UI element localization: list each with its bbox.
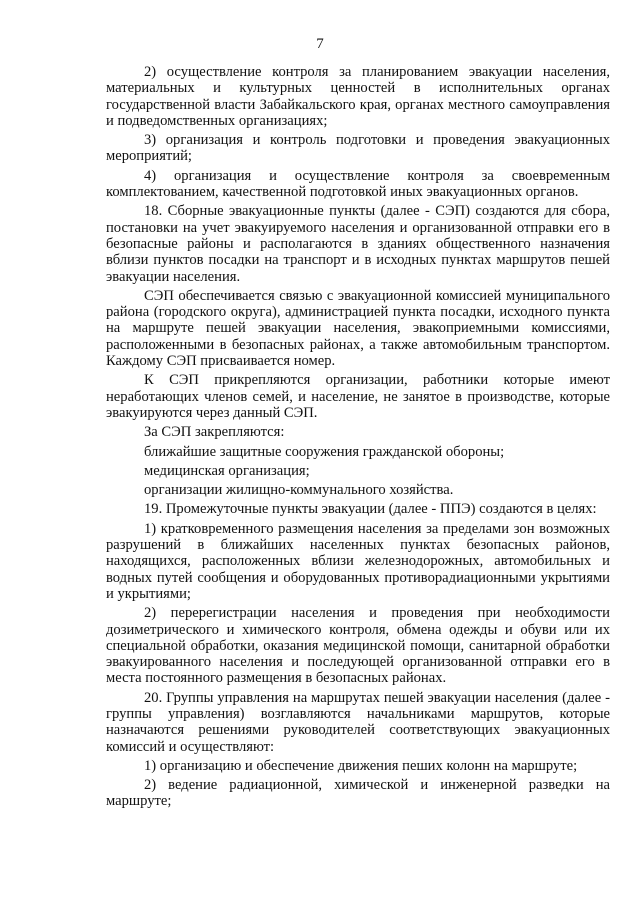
paragraph: организации жилищно-коммунального хозяйства. xyxy=(144,482,454,499)
paragraph: 2) ведение радиационной, химической и инженерной разведки на маршруте; xyxy=(106,777,610,810)
paragraph: 18. Сборные эвакуационные пункты (далее - СЭП) создаются для сбора, постановки на учет эвакуируемого населения и организованной отправки его в безопасные районы и располагаются в зданиях общественного назначения вблизи пунктов посадки на транспорт и в исходных пунктах маршрутов пешей эвакуации населения. xyxy=(106,203,610,285)
paragraph: 1) организацию и обеспечение движения пеших колонн на маршруте; xyxy=(144,757,578,774)
paragraph: 20. Группы управления на маршрутах пешей эвакуации населения (далее - группы управления) возглавляются начальниками маршрутов, которые назначаются решениями руководителей соответствующих эвакуационных комиссий и осуществляют: xyxy=(106,689,610,755)
paragraph: 3) организация и контроль подготовки и проведения эвакуационных мероприятий; xyxy=(106,132,610,165)
paragraph: К СЭП прикрепляются организации, работники которые имеют неработающих членов семей, и население, не занятое в производстве, которые эвакуируются через данный СЭП. xyxy=(106,372,610,421)
paragraph: 2) осуществление контроля за планированием эвакуации населения, материальных и культурных ценностей в исполнительных органах государственной власти Забайкальского края, органах местного самоуправления и подведомственных организациях; xyxy=(106,64,610,129)
document-body xyxy=(106,64,610,810)
paragraph: 1) кратковременного размещения населения за пределами зон возможных разрушений в ближайших населенных пунктах безопасных районов, находящихся, расположенных вблизи железнодорожных, автомобильных и водных путей сообщения и оборудованных противорадиационными укрытиями и укрытиями; xyxy=(106,520,610,602)
paragraph: ближайшие защитные сооружения гражданской обороны; xyxy=(144,443,505,460)
page-number: 7 xyxy=(316,36,324,52)
paragraph: медицинская организация; xyxy=(144,462,310,479)
paragraph: СЭП обеспечивается связью с эвакуационной комиссией муниципального района (городского округа), администрацией пункта посадки, исходного пункта на маршруте пешей эвакуации населения, эвакоприемными комиссиями, расположенными в безопасных районах, а также автомобильным транспортом. Каждому СЭП присваивается номер. xyxy=(106,287,610,370)
paragraph: 2) перерегистрации населения и проведения при необходимости дозиметрического и химического контроля, обмена одежды и обуви или их специальной обработки, оказания медицинской помощи, санитарной обработки эвакуированного населения и последующей организованной отправки его в места постоянного размещения в безопасных районах. xyxy=(106,605,610,687)
paragraph: 19. Промежуточные пункты эвакуации (далее - ППЭ) создаются в целях: xyxy=(144,501,597,518)
paragraph: За СЭП закрепляются: xyxy=(144,424,285,441)
paragraph: 4) организация и осуществление контроля за своевременным комплектованием, качественной подготовкой иных эвакуационных органов. xyxy=(106,167,610,201)
